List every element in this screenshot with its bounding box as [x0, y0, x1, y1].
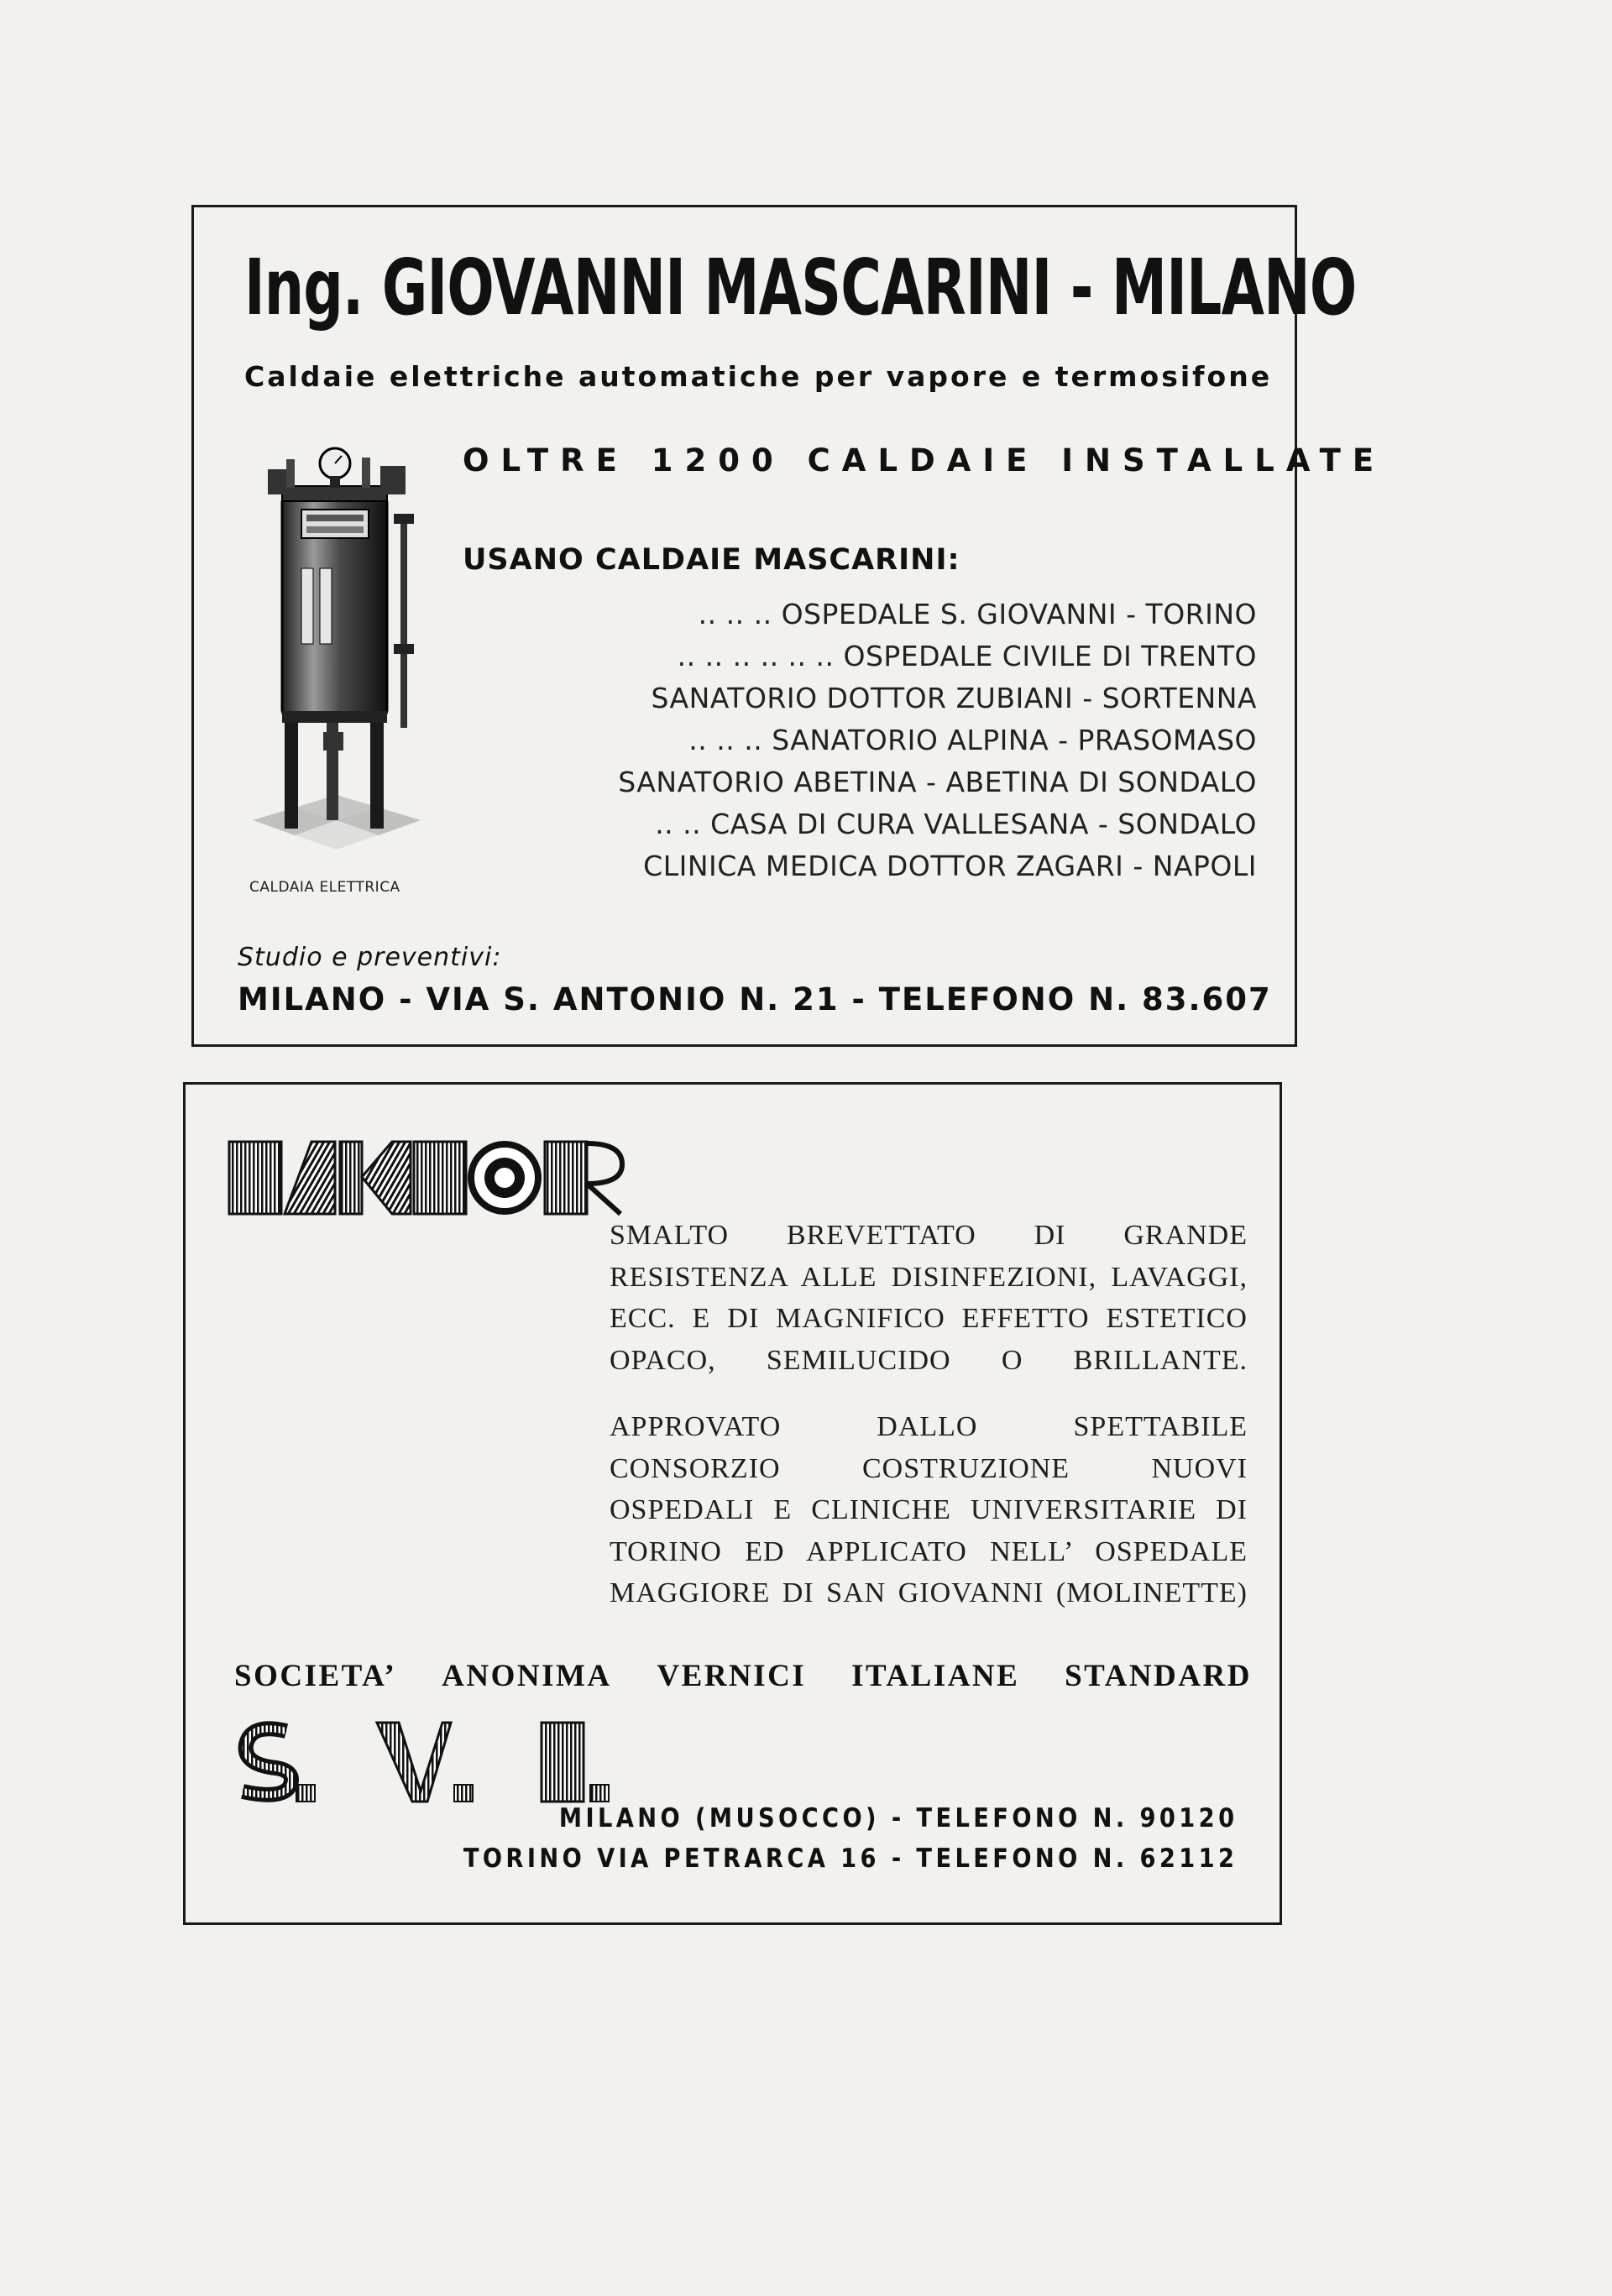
- hospital-item: .. .. CASA DI CURA VALLESANA - SONDALO: [655, 808, 1257, 840]
- faktor-description: [610, 1215, 1248, 1614]
- electric-boiler-image: [236, 426, 437, 862]
- company-word: ITALIANE: [851, 1659, 1020, 1693]
- mascarini-advertisement: [191, 205, 1386, 1047]
- mascarini-title: Ing. GIOVANNI MASCARINI - MILANO: [244, 243, 1357, 332]
- svi-logo: [234, 1716, 637, 1808]
- hospital-list: [618, 594, 1257, 887]
- hospital-item: .. .. .. SANATORIO ALPINA - PRASOMASO: [688, 724, 1257, 756]
- hospital-item: .. .. .. OSPEDALE S. GIOVANNI - TORINO: [698, 598, 1257, 630]
- hospital-item: .. .. .. .. .. .. OSPEDALE CIVILE DI TRENTO: [677, 640, 1257, 672]
- hospital-item: SANATORIO ABETINA - ABETINA DI SONDALO: [618, 766, 1257, 798]
- svi-address-line: TORINO VIA PETRARCA 16 - TELEFONO N. 62112: [463, 1844, 1238, 1874]
- faktor-logo: [228, 1135, 631, 1219]
- company-word: STANDARD: [1065, 1659, 1252, 1693]
- installed-headline: OLTRE 1200 CALDAIE INSTALLATE: [463, 442, 1386, 479]
- hospital-item: SANATORIO DOTTOR ZUBIANI - SORTENNA: [651, 682, 1257, 714]
- hospital-item: CLINICA MEDICA DOTTOR ZAGARI - NAPOLI: [643, 850, 1257, 882]
- company-word: SOCIETA’: [234, 1659, 397, 1693]
- mascarini-subtitle: Caldaie elettriche automatiche per vapore e termosifone: [244, 360, 1273, 393]
- faktor-paragraph-2: APPROVATO DALLO SPETTABILE CONSORZIO COSTRUZIONE NUOVI OSPEDALI E CLINICHE UNIVERSITARIE DI TORINO ED APPLICATO NELL’ OSPEDALE MAGGIORE DI SAN GIOVANNI (MOLINETTE): [610, 1411, 1248, 1608]
- boiler-caption: CALDAIA ELETTRICA: [249, 879, 400, 896]
- company-word: VERNICI: [657, 1659, 807, 1693]
- company-word: ANONIMA: [442, 1659, 612, 1693]
- faktor-paragraph-1: SMALTO BREVETTATO DI GRANDE RESISTENZA ALLE DISINFEZIONI, LAVAGGI, ECC. E DI MAGNIFICO EFFETTO ESTETICO OPACO, SEMILUCIDO O BRILLANTE.: [610, 1220, 1248, 1376]
- users-heading: USANO CALDAIE MASCARINI:: [463, 543, 960, 577]
- svi-address-line: MILANO (MUSOCCO) - TELEFONO N. 90120: [558, 1803, 1238, 1833]
- studio-label: Studio e preventivi:: [238, 943, 502, 972]
- faktor-advertisement: [183, 1082, 1282, 1925]
- mascarini-address: MILANO - VIA S. ANTONIO N. 21 - TELEFONO N. 83.607: [238, 981, 1272, 1017]
- company-name: [234, 1658, 1252, 1694]
- svi-address: [463, 1798, 1238, 1879]
